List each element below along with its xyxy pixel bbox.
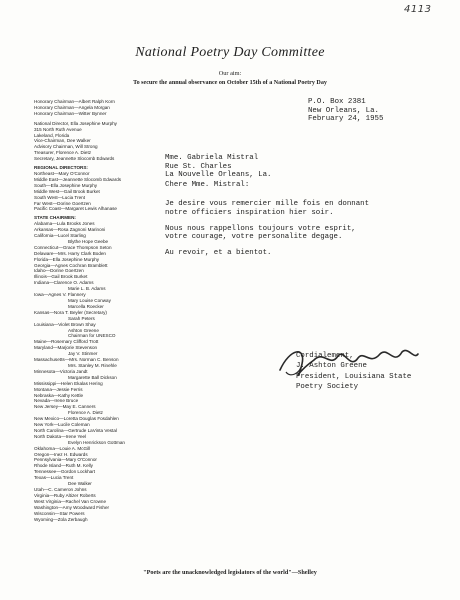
letter-line: votre courage, votre personalite degage. — [165, 233, 343, 242]
executive-officers-list — [34, 121, 164, 162]
roster-entry: Florida—Ella Josephine Murphy — [34, 256, 100, 262]
roster-entry: Middle West—Gail Brook Burket — [34, 188, 100, 194]
signer-title: President, Louisiana State — [296, 373, 412, 381]
committee-roster — [34, 99, 164, 522]
roster-entry: South—Ella Josephine Murphy — [34, 182, 98, 188]
letter-paragraph — [165, 249, 369, 258]
letter-line: Au revoir, et a bientot. — [165, 249, 272, 258]
letter-paragraph — [165, 225, 369, 243]
honorary-chairmen-list — [34, 99, 164, 117]
roster-entry: Vice-Chairman, Dee Walker — [34, 138, 91, 144]
roster-entry: Minnesota—Victoria Jandt — [34, 368, 88, 374]
roster-entry: North Carolina—Gertrude LaVinta Vestal — [34, 427, 117, 433]
roster-entry: Iowa—Agnes V. Flannery — [34, 292, 86, 298]
letter-line: Je desire vous remercier mille fois en donnant — [165, 200, 370, 208]
address-line: New Orleans, La. — [308, 106, 379, 115]
roster-entry: Maine—Rosemary Clifford Trott — [34, 339, 99, 345]
roster-entry: Chairman for UNESCO — [68, 333, 116, 339]
roster-entry: Montana—Jessie Ferris — [34, 386, 83, 392]
roster-entry: Honorary Chairman—Witter Bynner — [34, 110, 107, 116]
letter-line: Nous nous rappellons toujours votre esprit, — [165, 224, 356, 233]
roster-entry: Rhode Island—Ruth M. Kelly — [34, 463, 93, 469]
roster-entry: North Dakota—Irene Yeel — [34, 433, 87, 439]
recipient-address — [165, 154, 271, 180]
regional-directors-heading: REGIONAL DIRECTORS: — [34, 165, 88, 171]
roster-entry: Sarah Peters — [68, 315, 95, 321]
roster-entry: Massachusetts—Mrs. Norman C. Benson — [34, 357, 119, 363]
roster-entry: Marie L. B. Adams — [68, 286, 106, 292]
roster-entry: 315 North Ruth Avenue — [34, 126, 82, 132]
roster-entry: Margarette Ball Dickson — [68, 374, 117, 380]
roster-entry: Nevada—Irene Bruce — [34, 398, 79, 404]
roster-entry: Ashton Greene — [68, 327, 99, 333]
roster-entry: Advisory Chairman, Will Strong — [34, 144, 98, 150]
roster-entry: Kansas—Nora T. Beyler (Secretary) — [34, 309, 107, 315]
roster-entry: Marcella Roecker — [68, 303, 104, 309]
roster-entry: National Director, Ella Josephine Murphy — [34, 120, 117, 126]
roster-entry: Louisiana—Violet Brown Shay — [34, 321, 96, 327]
roster-entry: Wisconsin—Star Powers — [34, 510, 85, 516]
salutation: Chere Mme. Mistral: — [165, 181, 250, 189]
roster-entry: New York—Lucile Coleman — [34, 422, 90, 428]
roster-entry: Texas—Lucia Trent — [34, 475, 74, 481]
letter-body — [165, 200, 369, 265]
roster-entry: New Mexico—Loretta Douglas Fosdahlen — [34, 416, 119, 422]
aim-label: Our aim: — [218, 70, 242, 77]
address-line: Rue St. Charles — [165, 162, 232, 171]
roster-entry: Far West—Dorine Goertzen — [34, 200, 91, 206]
aim-statement: To secure the annual observance on October 15th of a National Poetry Day — [133, 80, 327, 86]
address-line: February 24, 1955 — [308, 115, 384, 124]
roster-entry: Mary Louise Conway — [68, 298, 111, 303]
roster-entry: Oklahoma—Louie A. McGill — [34, 445, 91, 451]
letterhead-title: National Poetry Day Committee — [135, 45, 325, 60]
roster-entry: Evelyn Henrickson Gottman — [68, 439, 125, 445]
roster-entry: Mrs. Stanley M. Rinehle — [68, 362, 117, 368]
roster-entry: Wyoming—Zola Zerbaugh — [34, 516, 88, 522]
roster-entry: Delaware—Mrs. Harry Clark Boden — [34, 250, 106, 256]
state-chairmen-list — [34, 221, 164, 522]
roster-entry: New Jersey—May E. Canners — [34, 404, 96, 410]
roster-entry: Nebraska—Kathy Kettle — [34, 392, 84, 398]
letter-paragraph — [165, 200, 369, 218]
roster-entry: Florence A. Dietz — [68, 410, 103, 416]
roster-entry: Connecticut—Grace Thompson Seton — [34, 244, 112, 250]
roster-entry: California—Lucel Starling — [34, 233, 86, 239]
roster-entry: Tennessee—Gordon Lockhart — [34, 469, 96, 475]
roster-entry: Idaho—Dorine Goertzen — [34, 268, 84, 274]
roster-entry: Treasurer, Florence A. Dietz — [34, 150, 92, 156]
roster-entry: Honorary Chairman—Albert Ralph Korn — [34, 99, 115, 104]
roster-entry: Maryland—Marjorie Stevenson — [34, 345, 98, 351]
roster-entry: South West—Lucia Trent — [34, 194, 85, 200]
sender-address — [308, 98, 383, 124]
roster-entry: Dee Walker — [68, 481, 92, 487]
roster-entry: Middle East—Jeannette Slocomb Edwards — [34, 176, 122, 182]
footer-quote: "Poets are the unacknowledged legislators of the world"—Shelley — [143, 569, 317, 576]
closing: Cordialement, — [296, 352, 354, 360]
roster-entry: Blythe Hope Geebe — [68, 238, 109, 244]
roster-entry: Jay V. Stinmer — [68, 351, 98, 357]
roster-entry: Utah—C. Cameron Johns — [34, 487, 87, 492]
roster-entry: Virginia—Ruby Altizer Roberts — [34, 492, 96, 498]
address-line: La Nouvelle Orleans, La. — [165, 171, 272, 180]
handwritten-number-annotation: 4113 — [404, 4, 432, 15]
roster-entry: Secretary, Jeannette Slocomb Edwards — [34, 156, 115, 162]
signer-name: J. Ashton Greene — [296, 362, 367, 370]
signer-organization: Poetry Society — [296, 383, 359, 391]
roster-entry: Lakeland, Florida — [34, 132, 70, 138]
roster-entry: Washington—Amy Woodward Fisher — [34, 504, 110, 510]
state-chairmen-heading: STATE CHAIRMEN: — [34, 215, 76, 221]
roster-entry: Mississippi—Helen Ekalas Hering — [34, 380, 103, 386]
roster-entry: Indiana—Clarence O. Adams — [34, 280, 94, 286]
roster-entry: Georgia—Agnes Cochran Bramblett — [34, 262, 108, 268]
regional-directors-list — [34, 171, 164, 212]
roster-entry: Illinois—Gail Brook Burket — [34, 274, 88, 280]
address-line: Mme. Gabriela Mistral — [165, 154, 259, 162]
roster-entry: Northeast—Mary O'Connor — [34, 170, 90, 176]
roster-entry: West Virginia—Rachel Van Crowne — [34, 498, 107, 504]
roster-entry: Pacific Coast—Margaret Lewis Alhanase — [34, 206, 117, 212]
roster-entry: Arkansas—Rosa Zagnoni Marinoni — [34, 227, 106, 233]
roster-entry: Oregon—Inez H. Edwards — [34, 451, 88, 457]
roster-entry: Pennsylvania—Mary O'Connor — [34, 457, 97, 463]
roster-entry: Honorary Chairman—Angela Morgan — [34, 104, 110, 110]
roster-entry: Alabama—Lula Brooks Jones — [34, 221, 95, 227]
address-line: P.O. Box 2381 — [308, 98, 366, 106]
letter-line: notre officiers inspiration hier soir. — [165, 208, 334, 217]
